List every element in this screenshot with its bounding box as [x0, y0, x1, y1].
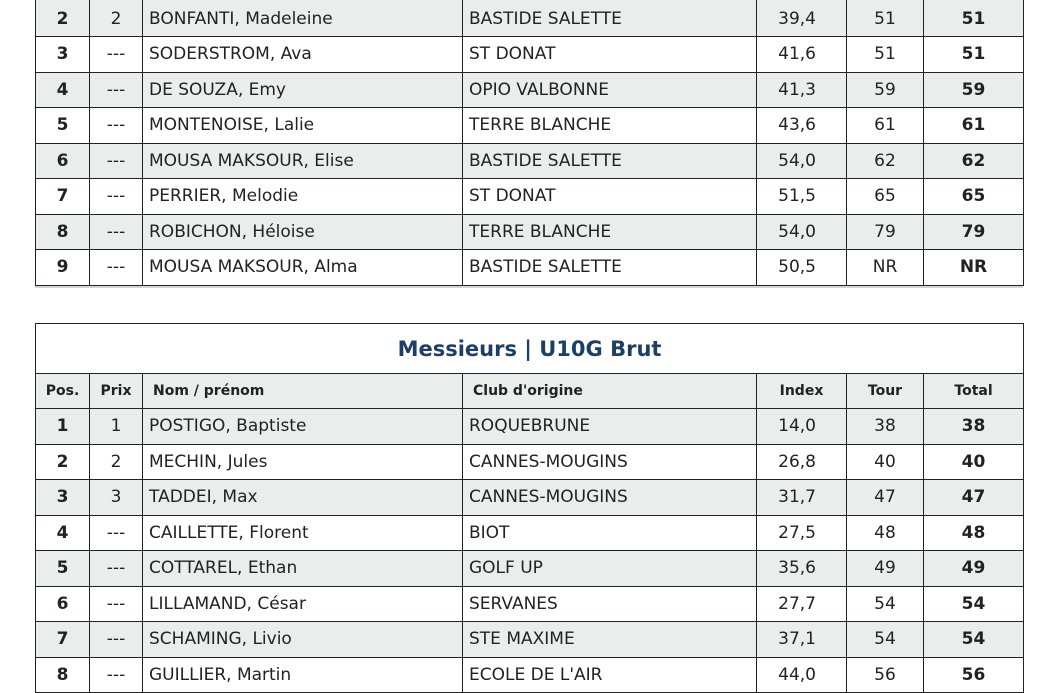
cell-total: 54 [924, 622, 1024, 658]
cell-total: 56 [924, 657, 1024, 693]
results-table-girls [35, 0, 1024, 286]
cell-tour: 48 [847, 515, 924, 551]
cell-tour: 51 [847, 37, 924, 73]
cell-tour: 47 [847, 480, 924, 516]
cell-index: 37,1 [757, 622, 847, 658]
cell-prix: --- [90, 214, 143, 250]
table-row [36, 409, 1024, 445]
cell-prix: --- [90, 515, 143, 551]
table-row [36, 444, 1024, 480]
cell-pos: 7 [36, 179, 90, 215]
cell-name: MONTENOISE, Lalie [143, 108, 463, 144]
cell-tour: 65 [847, 179, 924, 215]
cell-tour: 59 [847, 72, 924, 108]
cell-pos: 9 [36, 250, 90, 286]
cell-name: CAILLETTE, Florent [143, 515, 463, 551]
cell-index: 27,7 [757, 586, 847, 622]
cell-index: 31,7 [757, 480, 847, 516]
cell-index: 41,6 [757, 37, 847, 73]
table-row [36, 0, 1024, 37]
cell-tour: 38 [847, 409, 924, 445]
cell-name: SODERSTROM, Ava [143, 37, 463, 73]
cell-prix: 2 [90, 0, 143, 37]
cell-club: GOLF UP [463, 551, 757, 587]
cell-club: BASTIDE SALETTE [463, 0, 757, 37]
cell-prix: --- [90, 143, 143, 179]
cell-club: BASTIDE SALETTE [463, 143, 757, 179]
table-row [36, 37, 1024, 73]
cell-index: 35,6 [757, 551, 847, 587]
cell-club: ST DONAT [463, 179, 757, 215]
cell-prix: 2 [90, 444, 143, 480]
cell-tour: 54 [847, 586, 924, 622]
cell-pos: 5 [36, 108, 90, 144]
cell-pos: 5 [36, 551, 90, 587]
cell-prix: --- [90, 108, 143, 144]
cell-tour: 49 [847, 551, 924, 587]
cell-index: 26,8 [757, 444, 847, 480]
cell-name: LILLAMAND, César [143, 586, 463, 622]
table-title: Messieurs | U10G Brut [36, 324, 1024, 374]
cell-index: 14,0 [757, 409, 847, 445]
table-row [36, 480, 1024, 516]
cell-total: 51 [924, 0, 1024, 37]
table-row [36, 551, 1024, 587]
table-body [36, 409, 1024, 693]
cell-pos: 3 [36, 480, 90, 516]
cell-name: POSTIGO, Baptiste [143, 409, 463, 445]
cell-name: MECHIN, Jules [143, 444, 463, 480]
cell-pos: 4 [36, 515, 90, 551]
cell-name: PERRIER, Melodie [143, 179, 463, 215]
table-row [36, 214, 1024, 250]
header-pos: Pos. [36, 374, 90, 409]
cell-club: CANNES-MOUGINS [463, 444, 757, 480]
cell-prix: --- [90, 72, 143, 108]
table-row [36, 72, 1024, 108]
cell-tour: 40 [847, 444, 924, 480]
cell-pos: 7 [36, 622, 90, 658]
cell-prix: --- [90, 586, 143, 622]
cell-total: 40 [924, 444, 1024, 480]
cell-name: DE SOUZA, Emy [143, 72, 463, 108]
cell-name: BONFANTI, Madeleine [143, 0, 463, 37]
cell-club: BASTIDE SALETTE [463, 250, 757, 286]
cell-club: TERRE BLANCHE [463, 214, 757, 250]
cell-prix: --- [90, 657, 143, 693]
cell-index: 39,4 [757, 0, 847, 37]
cell-prix: --- [90, 551, 143, 587]
header-club: Club d'origine [463, 374, 757, 409]
cell-prix: 3 [90, 480, 143, 516]
cell-pos: 2 [36, 444, 90, 480]
table-row [36, 108, 1024, 144]
cell-name: GUILLIER, Martin [143, 657, 463, 693]
cell-pos: 6 [36, 586, 90, 622]
cell-index: 54,0 [757, 214, 847, 250]
cell-tour: 61 [847, 108, 924, 144]
cell-total: 38 [924, 409, 1024, 445]
cell-name: ROBICHON, Héloise [143, 214, 463, 250]
cell-club: CANNES-MOUGINS [463, 480, 757, 516]
cell-total: NR [924, 250, 1024, 286]
cell-index: 51,5 [757, 179, 847, 215]
header-tour: Tour [847, 374, 924, 409]
cell-name: TADDEI, Max [143, 480, 463, 516]
header-name: Nom / prénom [143, 374, 463, 409]
header-total: Total [924, 374, 1024, 409]
cell-pos: 8 [36, 657, 90, 693]
cell-club: ECOLE DE L'AIR [463, 657, 757, 693]
cell-index: 41,3 [757, 72, 847, 108]
cell-total: 49 [924, 551, 1024, 587]
cell-index: 27,5 [757, 515, 847, 551]
cell-tour: 62 [847, 143, 924, 179]
cell-tour: 51 [847, 0, 924, 37]
table-row [36, 515, 1024, 551]
cell-total: 48 [924, 515, 1024, 551]
cell-index: 43,6 [757, 108, 847, 144]
cell-name: MOUSA MAKSOUR, Alma [143, 250, 463, 286]
cell-pos: 2 [36, 0, 90, 37]
cell-prix: --- [90, 37, 143, 73]
cell-total: 61 [924, 108, 1024, 144]
cell-club: OPIO VALBONNE [463, 72, 757, 108]
table-row [36, 179, 1024, 215]
cell-index: 50,5 [757, 250, 847, 286]
cell-total: 65 [924, 179, 1024, 215]
cell-total: 62 [924, 143, 1024, 179]
cell-tour: 56 [847, 657, 924, 693]
cell-prix: --- [90, 179, 143, 215]
cell-club: ROQUEBRUNE [463, 409, 757, 445]
cell-prix: --- [90, 250, 143, 286]
results-table-boys [35, 323, 1024, 693]
cell-name: COTTAREL, Ethan [143, 551, 463, 587]
cell-name: MOUSA MAKSOUR, Elise [143, 143, 463, 179]
table-body [36, 0, 1024, 285]
table-divider [35, 286, 1023, 288]
cell-total: 59 [924, 72, 1024, 108]
cell-tour: 54 [847, 622, 924, 658]
table-row [36, 250, 1024, 286]
cell-pos: 8 [36, 214, 90, 250]
cell-pos: 4 [36, 72, 90, 108]
cell-pos: 1 [36, 409, 90, 445]
cell-club: ST DONAT [463, 37, 757, 73]
cell-total: 79 [924, 214, 1024, 250]
cell-tour: NR [847, 250, 924, 286]
table-row [36, 586, 1024, 622]
cell-total: 51 [924, 37, 1024, 73]
cell-club: TERRE BLANCHE [463, 108, 757, 144]
cell-total: 54 [924, 586, 1024, 622]
cell-club: SERVANES [463, 586, 757, 622]
cell-total: 47 [924, 480, 1024, 516]
cell-prix: --- [90, 622, 143, 658]
cell-index: 44,0 [757, 657, 847, 693]
cell-name: SCHAMING, Livio [143, 622, 463, 658]
table-row [36, 622, 1024, 658]
cell-prix: 1 [90, 409, 143, 445]
cell-pos: 3 [36, 37, 90, 73]
header-prix: Prix [90, 374, 143, 409]
cell-pos: 6 [36, 143, 90, 179]
cell-club: STE MAXIME [463, 622, 757, 658]
cell-index: 54,0 [757, 143, 847, 179]
table-row [36, 143, 1024, 179]
header-index: Index [757, 374, 847, 409]
cell-tour: 79 [847, 214, 924, 250]
cell-club: BIOT [463, 515, 757, 551]
